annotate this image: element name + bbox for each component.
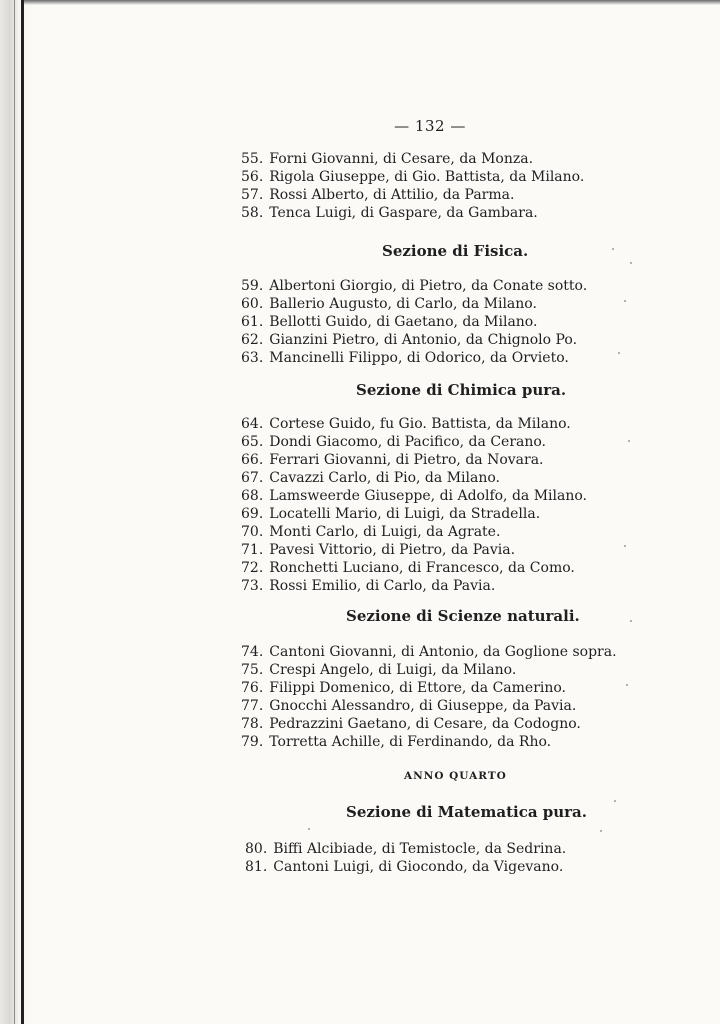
entry-text: Rigola Giuseppe, di Gio. Battista, da Milano. (269, 169, 585, 185)
list-item (241, 541, 515, 559)
entry-number: 71. (241, 542, 264, 558)
entry-number: 68. (241, 488, 264, 504)
entry-number: 57. (241, 187, 264, 203)
entry-text: Ronchetti Luciano, di Francesco, da Como. (269, 560, 575, 576)
list-item (241, 487, 587, 505)
list-item (241, 505, 540, 523)
list-item (241, 313, 537, 331)
list-item (241, 204, 538, 222)
list-item (241, 415, 571, 433)
list-item (241, 577, 495, 595)
scan-speck (624, 545, 626, 547)
page-number: — 132 — (394, 117, 466, 135)
scan-speck (630, 262, 632, 264)
entry-number: 81. (245, 859, 268, 875)
list-item (241, 697, 576, 715)
entry-number: 60. (241, 296, 264, 312)
list-item (241, 331, 577, 349)
list-item (241, 559, 575, 577)
list-item (245, 858, 563, 876)
list-item (241, 150, 533, 168)
entry-text: Torretta Achille, di Ferdinando, da Rho. (269, 734, 552, 750)
entry-number: 77. (241, 698, 264, 714)
entry-text: Dondi Giacomo, di Pacifico, da Cerano. (269, 434, 547, 450)
entry-number: 58. (241, 205, 264, 221)
entry-number: 74. (241, 644, 264, 660)
entry-number: 72. (241, 560, 264, 576)
entry-number: 69. (241, 506, 264, 522)
entry-text: Pedrazzini Gaetano, di Cesare, da Codogno. (269, 716, 581, 732)
entry-number: 66. (241, 452, 264, 468)
entry-text: Gianzini Pietro, di Antonio, da Chignolo Po. (269, 332, 578, 348)
top-edge-rule (24, 0, 720, 5)
entry-text: Biffi Alcibiade, di Temistocle, da Sedrina. (273, 841, 567, 857)
list-item (241, 277, 587, 295)
entry-text: Rossi Emilio, di Carlo, da Pavia. (269, 578, 496, 594)
entry-text: Pavesi Vittorio, di Pietro, da Pavia. (269, 542, 516, 558)
entry-number: 65. (241, 434, 264, 450)
entry-number: 67. (241, 470, 264, 486)
binding-edge (0, 0, 34, 1024)
list-item (241, 643, 617, 661)
list-item (241, 295, 537, 313)
entry-text: Rossi Alberto, di Attilio, da Parma. (269, 187, 515, 203)
entry-number: 79. (241, 734, 264, 750)
list-item (241, 733, 551, 751)
list-item (245, 840, 566, 858)
list-item (241, 451, 544, 469)
entry-text: Tenca Luigi, di Gaspare, da Gambara. (269, 205, 538, 221)
section-heading-scienze-naturali: Sezione di Scienze naturali. (346, 607, 580, 625)
scan-speck (624, 300, 626, 302)
entry-text: Cortese Guido, fu Gio. Battista, da Milano. (269, 416, 571, 432)
entry-text: Ferrari Giovanni, di Pietro, da Novara. (269, 452, 544, 468)
entry-number: 62. (241, 332, 264, 348)
section-heading-chimica: Sezione di Chimica pura. (356, 381, 567, 399)
entry-number: 70. (241, 524, 264, 540)
entry-number: 59. (241, 278, 264, 294)
list-item (241, 679, 566, 697)
scan-speck (600, 830, 602, 832)
scan-speck (308, 828, 310, 830)
entry-number: 75. (241, 662, 264, 678)
entry-text: Crespi Angelo, di Luigi, da Milano. (269, 662, 517, 678)
list-item (241, 469, 500, 487)
entry-number: 76. (241, 680, 264, 696)
entry-text: Albertoni Giorgio, di Pietro, da Conate sotto. (269, 278, 588, 294)
scan-speck (630, 620, 632, 622)
scan-speck (612, 248, 614, 250)
entry-text: Locatelli Mario, di Luigi, da Stradella. (269, 506, 541, 522)
scan-speck (626, 684, 628, 686)
list-item (241, 168, 584, 186)
list-item (241, 186, 514, 204)
entry-text: Bellotti Guido, di Gaetano, da Milano. (269, 314, 538, 330)
binding-margin-line (21, 0, 24, 1024)
scan-speck (614, 800, 616, 802)
scan-speck (618, 352, 620, 354)
list-item (241, 715, 581, 733)
entry-number: 78. (241, 716, 264, 732)
entry-text: Forni Giovanni, di Cesare, da Monza. (269, 151, 534, 167)
list-item (241, 523, 500, 541)
entry-text: Monti Carlo, di Luigi, da Agrate. (269, 524, 501, 540)
entry-number: 63. (241, 350, 264, 366)
entry-number: 61. (241, 314, 264, 330)
scan-speck (628, 440, 630, 442)
entry-text: Cavazzi Carlo, di Pio, da Milano. (269, 470, 500, 486)
entry-text: Ballerio Augusto, di Carlo, da Milano. (269, 296, 537, 312)
binding-shadow-line (14, 0, 15, 1024)
entry-number: 80. (245, 841, 268, 857)
entry-number: 64. (241, 416, 264, 432)
entry-number: 73. (241, 578, 264, 594)
year-heading: ANNO QUARTO (404, 770, 507, 782)
entry-number: 56. (241, 169, 264, 185)
entry-text: Lamsweerde Giuseppe, di Adolfo, da Milano. (269, 488, 587, 504)
entry-text: Filippi Domenico, di Ettore, da Camerino. (269, 680, 567, 696)
list-item (241, 433, 546, 451)
entry-text: Mancinelli Filippo, di Odorico, da Orvieto. (269, 350, 569, 366)
entry-number: 55. (241, 151, 264, 167)
entry-text: Gnocchi Alessandro, di Giuseppe, da Pavia. (269, 698, 577, 714)
entry-text: Cantoni Giovanni, di Antonio, da Goglione sopra. (269, 644, 617, 660)
list-item (241, 661, 516, 679)
entry-text: Cantoni Luigi, di Giocondo, da Vigevano. (273, 859, 564, 875)
list-item (241, 349, 569, 367)
section-heading-matematica: Sezione di Matematica pura. (346, 803, 588, 821)
section-heading-fisica: Sezione di Fisica. (382, 242, 529, 260)
